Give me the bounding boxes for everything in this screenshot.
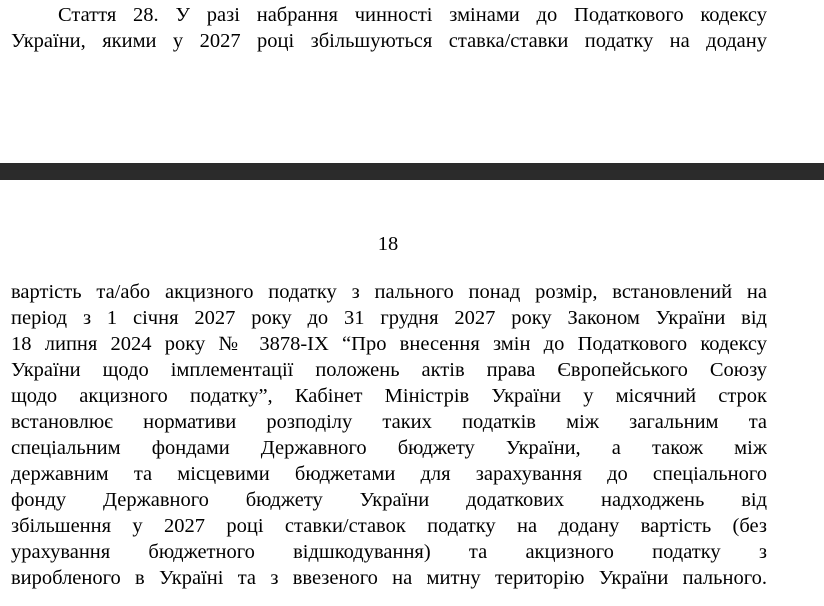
text-line: спеціальним фондами Державного бюджету України, а також між [11, 437, 767, 459]
page-number: 18 [377, 233, 399, 255]
text-line: період з 1 січня 2027 року до 31 грудня 2027 року Законом України від [11, 307, 767, 329]
text-line: урахування бюджетного відшкодування) та акцизного податку з [11, 541, 767, 563]
text-line: вартість та/або акцизного податку з пального понад розмір, встановлений на [11, 281, 767, 303]
document-page-top [0, 0, 824, 163]
document-page-bottom [0, 180, 824, 606]
text-line: України щодо імплементації положень актів права Європейського Союзу [11, 359, 767, 381]
text-line: державним та місцевими бюджетами для зарахування до спеціального [11, 463, 767, 485]
text-line: фонду Державного бюджету України додаткових надходжень від [11, 489, 767, 511]
page-separator [0, 163, 824, 180]
text-line: збільшення у 2027 році ставки/ставок податку на додану вартість (без [11, 515, 767, 537]
text-line: встановлює нормативи розподілу таких податків між загальним та [11, 411, 767, 433]
text-line: України, якими у 2027 році збільшуються ставка/ставки податку на додану [11, 30, 767, 52]
text-line: 18 липня 2024 року № 3878-IX “Про внесення змін до Податкового кодексу [11, 333, 767, 355]
text-line: виробленого в Україні та з ввезеного на митну територію України пального. [11, 567, 767, 589]
text-line: Стаття 28. У разі набрання чинності змінами до Податкового кодексу [58, 4, 767, 26]
text-line: щодо акцизного податку”, Кабінет Міністрів України у місячний строк [11, 385, 767, 407]
